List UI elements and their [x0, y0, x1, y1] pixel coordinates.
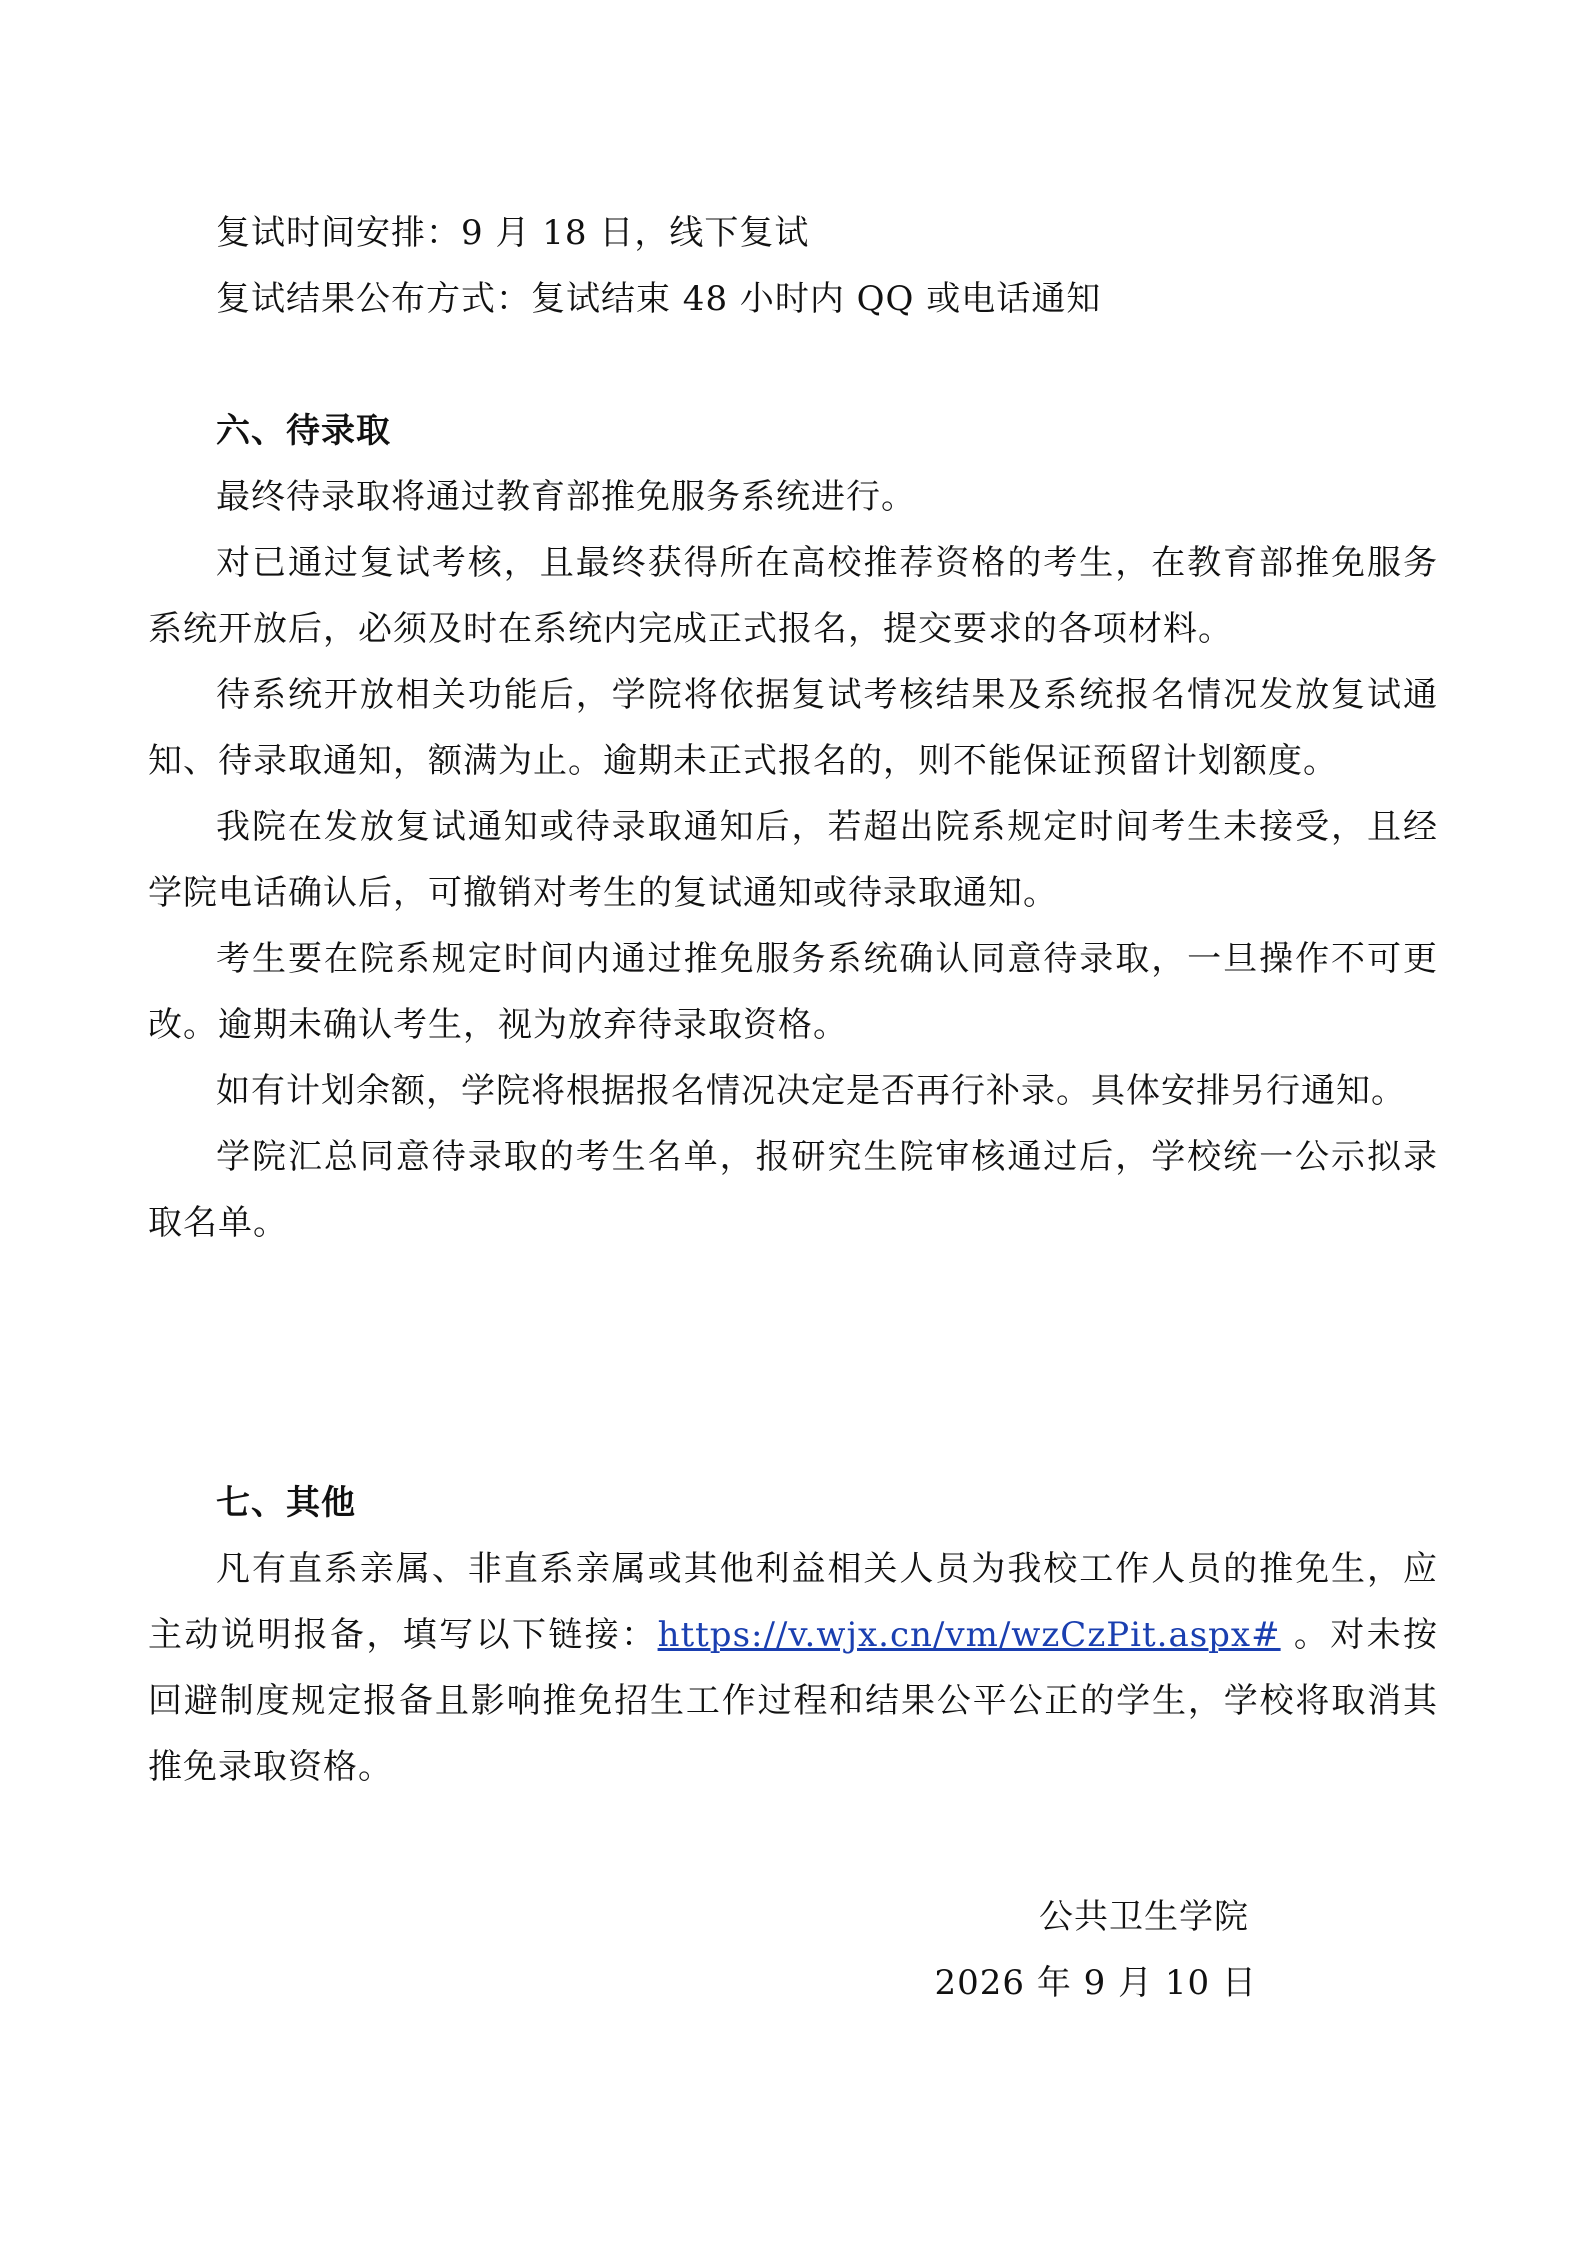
section-7	[148, 1470, 1438, 1800]
schedule-block	[148, 200, 1438, 332]
section-6-para: 对已通过复试考核，且最终获得所在高校推荐资格的考生，在教育部推免服务系统开放后，必须及时在系统内完成正式报名，提交要求的各项材料。	[148, 543, 1438, 649]
signature-block	[935, 1884, 1257, 2016]
signature-org: 公共卫生学院	[1039, 1897, 1249, 1937]
section-6-para: 学院汇总同意待录取的考生名单，报研究生院审核通过后，学校统一公示拟录取名单。	[148, 1137, 1438, 1243]
section-6	[148, 398, 1438, 1256]
section-6-para: 最终待录取将通过教育部推免服务系统进行。	[216, 477, 916, 517]
section-7-heading: 七、其他	[216, 1483, 356, 1523]
section-6-para: 如有计划余额，学院将根据报名情况决定是否再行补录。具体安排另行通知。	[216, 1071, 1406, 1111]
section-6-para: 我院在发放复试通知或待录取通知后，若超出院系规定时间考生未接受，且经学院电话确认后，可撤销对考生的复试通知或待录取通知。	[148, 807, 1438, 913]
schedule-time-line: 复试时间安排：9 月 18 日，线下复试	[216, 213, 810, 253]
section-6-para: 考生要在院系规定时间内通过推免服务系统确认同意待录取，一旦操作不可更改。逾期未确认考生，视为放弃待录取资格。	[148, 939, 1438, 1045]
section-6-para: 待系统开放相关功能后，学院将依据复试考核结果及系统报名情况发放复试通知、待录取通知，额满为止。逾期未正式报名的，则不能保证预留计划额度。	[148, 675, 1438, 781]
section-7-para	[148, 1536, 1438, 1800]
report-link[interactable]: https://v.wjx.cn/vm/wzCzPit.aspx#	[657, 1615, 1281, 1655]
signature-date: 2026 年 9 月 10 日	[934, 1963, 1257, 2003]
schedule-result-line: 复试结果公布方式：复试结束 48 小时内 QQ 或电话通知	[216, 279, 1102, 319]
section-6-heading: 六、待录取	[216, 411, 391, 451]
section-7-text-before-link: 凡有直系亲属、非直系亲属或其他利益相关人员为我校工作人员的推免生，应主动说明报备，填写以下链接：	[148, 1549, 1438, 1655]
section-7-text-after-link: 。对未按回避制度规定报备且影响推免招生工作过程和结果公平公正的学生，学校将取消其推免录取资格。	[148, 1615, 1439, 1787]
